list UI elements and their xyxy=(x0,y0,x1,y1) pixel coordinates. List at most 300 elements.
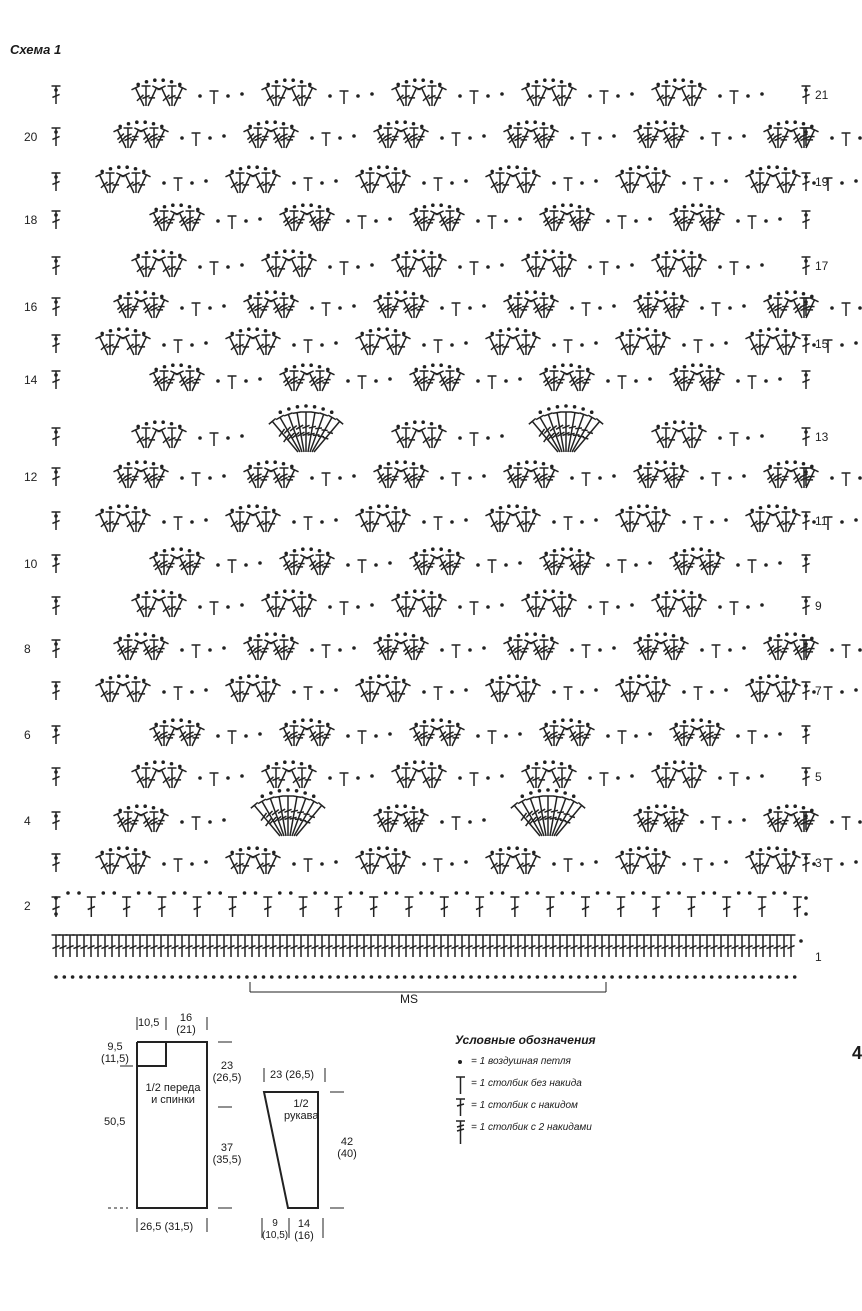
stitch-symbol xyxy=(528,173,541,193)
stitch-symbol xyxy=(615,173,628,193)
chain-stitch xyxy=(515,327,519,331)
chain-stitch xyxy=(255,846,259,850)
stitch-symbol xyxy=(694,257,707,277)
chain-stitch xyxy=(386,975,390,979)
chain-stitch xyxy=(239,329,243,333)
chain-stitch xyxy=(430,422,434,426)
chain-stitch xyxy=(775,504,779,508)
chain-stitch xyxy=(690,591,694,595)
chain-stitch xyxy=(606,219,610,223)
stitch-symbol xyxy=(192,473,201,486)
chain-stitch xyxy=(301,203,305,207)
stitch-symbol xyxy=(210,91,219,104)
chain-stitch xyxy=(439,203,443,207)
chain-stitch xyxy=(804,896,808,900)
stitch-symbol xyxy=(788,173,801,193)
chain-stitch xyxy=(698,83,702,87)
chain-stitch xyxy=(785,290,789,294)
row-number-left: 14 xyxy=(24,373,38,387)
stitch-symbol xyxy=(52,812,61,830)
stitch-symbol xyxy=(694,428,707,448)
stitch-symbol xyxy=(582,473,591,486)
chain-stitch xyxy=(320,862,324,866)
chain-stitch xyxy=(768,809,772,813)
chain-stitch xyxy=(369,329,373,333)
stitch-symbol xyxy=(268,854,281,874)
chain-stitch xyxy=(518,732,522,736)
chain-stitch xyxy=(402,679,406,683)
stitch-symbol xyxy=(763,128,776,148)
chain-stitch xyxy=(163,365,167,369)
stitch-symbol xyxy=(452,726,465,746)
chain-stitch xyxy=(482,474,486,478)
stitch-symbol xyxy=(322,133,331,146)
chain-stitch xyxy=(387,122,391,126)
stitch-symbol xyxy=(305,726,318,746)
chain-stitch xyxy=(204,179,208,183)
chain-stitch xyxy=(736,379,740,383)
stitch-symbol xyxy=(806,640,819,660)
chain-stitch xyxy=(292,690,296,694)
chain-stitch xyxy=(352,646,356,650)
chain-stitch xyxy=(405,251,409,255)
chain-stitch xyxy=(222,818,226,822)
chain-stitch xyxy=(517,634,521,638)
chain-stitch xyxy=(453,975,457,979)
chain-stitch xyxy=(785,460,789,464)
stitch-symbol xyxy=(802,682,811,700)
chain-stitch xyxy=(736,563,740,567)
chain-stitch xyxy=(551,589,555,593)
chain-stitch xyxy=(792,509,796,513)
stitch-symbol xyxy=(225,682,238,702)
stitch-symbol xyxy=(696,935,705,957)
stitch-symbol xyxy=(108,935,117,957)
chain-stitch xyxy=(672,634,676,638)
chain-stitch xyxy=(300,762,304,766)
chain-stitch xyxy=(430,591,434,595)
stitch-symbol xyxy=(353,935,362,957)
stitch-symbol xyxy=(802,428,811,446)
stitch-symbol xyxy=(157,897,166,917)
stitch-symbol xyxy=(243,298,256,318)
chain-stitch xyxy=(273,290,277,294)
chain-stitch xyxy=(145,591,149,595)
chain-stitch xyxy=(606,734,610,738)
stitch-symbol xyxy=(381,682,394,702)
chain-stitch xyxy=(793,120,797,124)
chain-stitch xyxy=(560,762,564,766)
chain-stitch xyxy=(369,848,373,852)
chain-stitch xyxy=(533,120,537,124)
stitch-symbol xyxy=(225,335,238,355)
chain-stitch xyxy=(673,78,677,82)
stitch-symbol xyxy=(243,640,256,660)
chain-stitch xyxy=(724,341,728,345)
stitch-symbol xyxy=(164,935,173,957)
stitch-symbol xyxy=(763,468,776,488)
chain-stitch xyxy=(420,637,424,641)
chain-stitch xyxy=(490,170,494,174)
chain-stitch xyxy=(421,589,425,593)
chain-stitch xyxy=(702,891,706,895)
chain-stitch xyxy=(310,306,314,310)
chain-stitch xyxy=(422,520,426,524)
chain-stitch xyxy=(690,80,694,84)
stitch-symbol xyxy=(398,512,411,532)
chain-stitch xyxy=(310,136,314,140)
stitch-symbol xyxy=(251,512,264,532)
stitch-symbol xyxy=(694,687,703,700)
chain-stitch xyxy=(683,365,687,369)
chain-stitch xyxy=(547,407,551,411)
chain-stitch xyxy=(525,120,529,124)
chain-stitch xyxy=(620,509,624,513)
chain-stitch xyxy=(501,891,505,895)
stitch-symbol xyxy=(802,298,811,316)
chain-stitch xyxy=(655,460,659,464)
chain-stitch xyxy=(423,365,427,369)
chain-stitch xyxy=(438,254,442,258)
chain-stitch xyxy=(320,690,324,694)
chain-stitch xyxy=(264,167,268,171)
stitch-symbol xyxy=(536,415,560,452)
chain-stitch xyxy=(248,295,252,299)
stitch-symbol xyxy=(651,768,664,788)
stitch-symbol xyxy=(52,173,61,191)
stitch-symbol xyxy=(659,298,672,318)
chain-stitch xyxy=(854,860,858,864)
stitch-symbol xyxy=(547,597,560,617)
stitch-symbol xyxy=(156,128,169,148)
chain-stitch xyxy=(387,634,391,638)
chain-stitch xyxy=(718,265,722,269)
chain-stitch xyxy=(746,265,750,269)
stitch-symbol xyxy=(381,935,390,957)
chain-stitch xyxy=(240,603,244,607)
chain-stitch xyxy=(645,165,649,169)
chain-stitch xyxy=(387,462,391,466)
chain-stitch xyxy=(652,975,656,979)
chain-stitch xyxy=(190,343,194,347)
chain-stitch xyxy=(295,975,299,979)
chain-stitch xyxy=(295,789,299,793)
stitch-symbol xyxy=(220,935,229,957)
chain-stitch xyxy=(716,723,720,727)
stitch-symbol xyxy=(286,640,299,660)
stitch-symbol xyxy=(465,935,474,957)
chain-stitch xyxy=(403,290,407,294)
chain-stitch xyxy=(543,78,547,82)
chain-stitch xyxy=(291,589,295,593)
chain-stitch xyxy=(152,634,156,638)
legend-item-sc xyxy=(455,1077,596,1099)
chain-stitch xyxy=(724,688,728,692)
chain-stitch xyxy=(691,203,695,207)
chain-stitch xyxy=(629,676,633,680)
stitch-symbol xyxy=(258,799,282,836)
chain-stitch xyxy=(254,891,258,895)
chain-stitch xyxy=(136,425,140,429)
chain-stitch xyxy=(500,263,504,267)
chain-stitch xyxy=(403,120,407,124)
chain-stitch xyxy=(118,295,122,299)
chain-stitch xyxy=(378,465,382,469)
chain-stitch xyxy=(458,94,462,98)
chain-stitch xyxy=(607,891,611,895)
chain-stitch xyxy=(634,219,638,223)
chain-stitch xyxy=(349,891,353,895)
chain-stitch xyxy=(385,165,389,169)
stitch-symbol xyxy=(694,86,707,106)
chain-stitch xyxy=(308,594,312,598)
chain-stitch xyxy=(326,368,330,372)
chain-stitch xyxy=(606,379,610,383)
chain-stitch xyxy=(188,720,192,724)
stitch-symbol xyxy=(564,517,573,530)
stitch-symbol xyxy=(542,935,551,957)
chain-stitch xyxy=(662,170,666,174)
chain-stitch xyxy=(154,552,158,556)
chain-stitch xyxy=(394,329,398,333)
chain-stitch xyxy=(412,122,416,126)
stitch-symbol xyxy=(409,726,422,746)
stitch-symbol xyxy=(261,597,274,617)
chain-stitch xyxy=(334,341,338,345)
chain-stitch xyxy=(524,329,528,333)
chain-stitch xyxy=(419,975,423,979)
stitch-symbol xyxy=(268,335,281,355)
chain-stitch xyxy=(570,306,574,310)
chain-stitch xyxy=(561,975,565,979)
chain-stitch xyxy=(121,975,125,979)
chain-stitch xyxy=(421,760,425,764)
chain-stitch xyxy=(552,520,556,524)
stitch-symbol xyxy=(276,935,285,957)
stitch-symbol xyxy=(192,935,201,957)
chain-stitch xyxy=(742,646,746,650)
chain-stitch xyxy=(134,676,138,680)
chain-stitch xyxy=(395,290,399,294)
chain-stitch xyxy=(552,690,556,694)
stitch-symbol xyxy=(399,128,412,148)
stitch-symbol xyxy=(156,812,169,832)
stitch-symbol xyxy=(95,682,108,702)
stitch-symbol xyxy=(157,257,170,277)
chain-stitch xyxy=(778,217,782,221)
chain-stitch xyxy=(369,676,373,680)
stitch-symbol xyxy=(788,682,801,702)
chain-stitch xyxy=(204,341,208,345)
chain-stitch xyxy=(854,518,858,522)
chain-stitch xyxy=(112,975,116,979)
chain-stitch xyxy=(840,862,844,866)
chain-stitch xyxy=(702,975,706,979)
stitch-symbol xyxy=(332,935,341,957)
chain-stitch xyxy=(360,332,364,336)
chain-stitch xyxy=(532,509,536,513)
stitch-symbol xyxy=(416,935,425,957)
chain-stitch xyxy=(760,975,764,979)
chain-stitch xyxy=(230,332,234,336)
stitch-symbol xyxy=(633,640,646,660)
chain-stitch xyxy=(118,637,122,641)
stitch-symbol xyxy=(381,854,394,874)
stitch-symbol xyxy=(269,298,282,318)
chain-stitch xyxy=(402,332,406,336)
stitch-symbol xyxy=(434,768,447,788)
stitch-symbol xyxy=(745,854,758,874)
stitch-symbol xyxy=(138,512,151,532)
chain-stitch xyxy=(247,846,251,850)
chain-stitch xyxy=(612,646,616,650)
chain-stitch xyxy=(718,605,722,609)
row-number-right: 13 xyxy=(815,430,829,444)
stitch-symbol xyxy=(758,897,767,917)
stitch-symbol xyxy=(139,128,152,148)
chain-stitch xyxy=(508,637,512,641)
stitch-symbol xyxy=(658,512,671,532)
stitch-symbol xyxy=(287,86,300,106)
chain-stitch xyxy=(162,975,166,979)
chain-stitch xyxy=(328,605,332,609)
chain-stitch xyxy=(170,251,174,255)
chain-stitch xyxy=(718,776,722,780)
chain-stitch xyxy=(318,549,322,553)
chain-stitch xyxy=(655,804,659,808)
stitch-symbol xyxy=(279,555,292,575)
chain-stitch xyxy=(109,167,113,171)
chain-stitch xyxy=(284,723,288,727)
chain-stitch xyxy=(117,327,121,331)
chain-stitch xyxy=(318,205,322,209)
chain-stitch xyxy=(500,774,504,778)
chain-stitch xyxy=(578,365,582,369)
stitch-symbol xyxy=(381,173,394,193)
chain-stitch xyxy=(282,122,286,126)
chain-stitch xyxy=(665,422,669,426)
chain-stitch xyxy=(180,476,184,480)
chain-stitch xyxy=(153,760,157,764)
chain-stitch xyxy=(665,80,669,84)
chain-stitch xyxy=(598,136,602,140)
stitch-symbol xyxy=(773,935,782,957)
chain-stitch xyxy=(346,734,350,738)
chain-stitch xyxy=(750,170,754,174)
stitch-symbol xyxy=(174,257,187,277)
chain-stitch xyxy=(456,723,460,727)
chain-stitch xyxy=(257,122,261,126)
chain-stitch xyxy=(535,591,539,595)
chain-stitch xyxy=(244,563,248,567)
chain-stitch xyxy=(146,975,150,979)
chain-stitch xyxy=(785,632,789,636)
stitch-symbol xyxy=(712,817,721,830)
stitch-symbol xyxy=(399,298,412,318)
stitch-symbol xyxy=(381,512,394,532)
chain-stitch xyxy=(681,420,685,424)
chain-stitch xyxy=(500,603,504,607)
chain-stitch xyxy=(542,634,546,638)
chain-stitch xyxy=(403,804,407,808)
chain-stitch xyxy=(220,975,224,979)
chain-stitch xyxy=(792,332,796,336)
stitch-symbol xyxy=(654,935,663,957)
chain-stitch xyxy=(499,848,503,852)
chain-stitch xyxy=(580,181,584,185)
stitch-symbol xyxy=(290,935,299,957)
chain-stitch xyxy=(369,167,373,171)
chain-stitch xyxy=(490,679,494,683)
stitch-symbol xyxy=(115,935,124,957)
stitch-symbol xyxy=(842,473,851,486)
stitch-symbol xyxy=(626,935,635,957)
chain-stitch xyxy=(511,975,515,979)
chain-stitch xyxy=(320,520,324,524)
chain-stitch xyxy=(283,589,287,593)
chain-stitch xyxy=(109,329,113,333)
chain-stitch xyxy=(402,509,406,513)
stitch-symbol xyxy=(612,935,621,957)
chain-stitch xyxy=(412,292,416,296)
chain-stitch xyxy=(270,975,274,979)
row-number-left: 12 xyxy=(24,470,38,484)
chain-stitch xyxy=(525,460,529,464)
chain-stitch xyxy=(783,891,787,895)
chain-stitch xyxy=(858,136,862,140)
stitch-symbol xyxy=(355,335,368,355)
chain-stitch xyxy=(330,410,334,414)
chain-stitch xyxy=(555,789,559,793)
chain-stitch xyxy=(594,518,598,522)
chain-stitch xyxy=(673,760,677,764)
chain-stitch xyxy=(515,846,519,850)
chain-stitch xyxy=(526,765,530,769)
stitch-symbol xyxy=(322,371,335,391)
stitch-symbol xyxy=(322,303,331,316)
chain-stitch xyxy=(87,975,91,979)
chain-stitch xyxy=(526,254,530,258)
stitch-symbol xyxy=(143,935,152,957)
stitch-symbol xyxy=(752,935,761,957)
chain-stitch xyxy=(370,774,374,778)
chain-stitch xyxy=(309,547,313,551)
chain-stitch xyxy=(482,134,486,138)
stitch-symbol xyxy=(503,468,516,488)
chain-stitch xyxy=(179,203,183,207)
chain-stitch xyxy=(125,327,129,331)
chain-stitch xyxy=(208,476,212,480)
chain-stitch xyxy=(265,460,269,464)
stitch-symbol xyxy=(269,640,282,660)
chain-stitch xyxy=(272,170,276,174)
stitch-symbol xyxy=(210,602,219,615)
stitch-symbol xyxy=(771,682,784,702)
chain-stitch xyxy=(266,83,270,87)
stitch-symbol xyxy=(789,298,802,318)
stitch-symbol xyxy=(340,773,349,786)
chain-stitch xyxy=(630,263,634,267)
chain-stitch xyxy=(674,723,678,727)
chain-stitch xyxy=(127,292,131,296)
stitch-symbol xyxy=(304,178,313,191)
chain-stitch xyxy=(588,605,592,609)
stitch-symbol xyxy=(435,555,448,575)
chain-stitch xyxy=(680,809,684,813)
chain-stitch xyxy=(134,329,138,333)
stitch-symbol xyxy=(269,935,278,957)
chain-stitch xyxy=(629,167,633,171)
